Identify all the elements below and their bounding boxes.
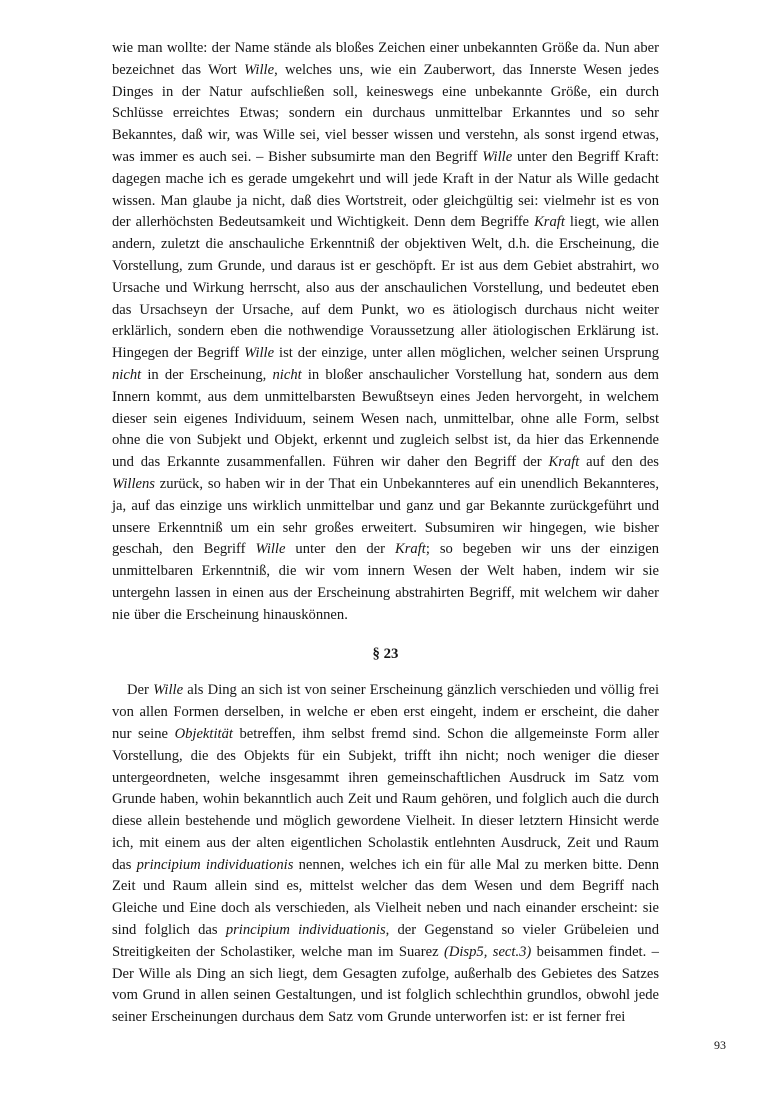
emphasized-text: principium individuationis xyxy=(225,922,386,939)
body-text: nennen, welches ich ein für alle Mal zu merken bitte. Denn Zeit und Raum allein sind es, mittelst welcher das dem Wesen und dem Begriff nach Gleiche und Eine doch als verschieden, als Vielheit neben und nach einander erscheint: sie sind folglich das xyxy=(112,856,659,939)
emphasized-text: nicht xyxy=(272,366,302,383)
emphasized-text: Kraft xyxy=(548,454,580,471)
body-text: in der Erscheinung, xyxy=(141,366,273,383)
body-text: wie man wollte: der Name stände als bloßes Zeichen einer unbekannten Größe da. Nun aber bezeichnet das Wort xyxy=(112,40,659,78)
body-text: zurück, so haben wir in der That ein Unbekannteres auf ein unendlich Bekannteres, ja, auf das einzige uns wirklich unmittelbar und ganz und gar Bekannte zurückgeführt und unsere Erkenntniß um ein sehr großes erweitert. Subsumiren wir hingegen, wie bisher geschah, den Begriff xyxy=(112,475,659,558)
body-text: ist der einzige, unter allen möglichen, welcher seinen Ursprung xyxy=(274,345,659,362)
emphasized-text: Wille xyxy=(244,345,275,362)
emphasized-text: Kraft xyxy=(394,541,426,558)
body-text: auf den des xyxy=(579,454,659,471)
emphasized-text: Wille xyxy=(482,148,513,165)
body-text: in bloßer anschaulicher Vorstellung hat, sondern aus dem Innern kommt, aus dem unmittelbarsten Bewußtseyn eines Jeden hervorgeht, in welchem dieser sein eigenes Individuum, seinem Wesen nach, unmittelbar, ohne alle Form, selbst ohne die von Subjekt und Objekt, erkennt und zugleich selbst ist, da hier das Erkennende und das Erkannte zusammenfallen. Führen wir daher den Begriff der xyxy=(112,366,659,471)
paragraph-continuation xyxy=(112,38,659,627)
emphasized-text: Willens xyxy=(112,475,155,492)
body-text: Der xyxy=(127,682,154,699)
emphasized-text: nicht xyxy=(112,366,142,383)
body-text: , welches uns, wie ein Zauberwort, das Innerste Wesen jedes Dinges in der Natur aufschließen soll, keineswegs eine unbekannte Größe, ein durch Schlüsse erreichtes Etwas; sondern ein durchaus unmittelbar Erkanntes und so sehr Bekanntes, daß wir, was Wille sei, viel besser wissen und verstehn, als sonst irgend etwas, was immer es auch sei. – Bisher subsumirte man den Begriff xyxy=(112,61,660,165)
emphasized-text: Wille xyxy=(255,541,286,558)
emphasized-text: Wille xyxy=(244,61,275,78)
emphasized-text: Kraft xyxy=(534,214,565,231)
body-text: unter den Begriff Kraft: dagegen mache ich es gerade umgekehrt und will jede Kraft in der Natur als Wille gedacht wissen. Man glaube ja nicht, daß dies Wortstreit, oder gleichgültig sei: vielmehr ist es von der allerhöchsten Bedeutsamkeit und Wichtigkeit. Denn dem Begriffe xyxy=(112,148,660,231)
body-text: liegt, wie allen andern, zuletzt die anschauliche Erkenntniß der objektiven Welt, d.h. die Erscheinung, die Vorstellung, zum Grunde, und daraus ist er geschöpft. Er ist aus dem Gebiet abstrahirt, wo Ursache und Wirkung herrscht, also aus der anschaulichen Vorstellung, und bedeutet eben das Ursachseyn der Ursache, auf dem Punkt, wo es ätiologisch durchaus nicht weiter erklärlich, sondern eben die nothwendige Voraussetzung aller ätiologischen Erklärung ist. Hingegen der Begriff xyxy=(112,214,659,362)
body-text: beisammen findet. – Der Wille als Ding an sich liegt, dem Gesagten zufolge, außerhalb des Gebietes des Satzes vom Grund in allen seinen Gestaltungen, und ist folglich schlechthin grundlos, obwohl jede seiner Erscheinungen durchaus dem Satz vom Grunde unterworfen ist: er ist ferner frei xyxy=(112,943,659,1026)
body-text: , der Gegenstand so vieler Grübeleien und Streitigkeiten der Scholastiker, welche man im Suarez xyxy=(112,922,659,960)
paragraph-section-23 xyxy=(112,680,659,1029)
emphasized-text: principium individuationis xyxy=(136,856,294,873)
page-number: 93 xyxy=(714,1038,726,1052)
body-text: betreffen, ihm selbst fremd sind. Schon die allgemeinste Form aller Vorstellung, die des Objekts für ein Subjekt, trifft ihn nicht; noch weniger die dieser untergeordneten, welche insgesammt ihren gemeinschaftlichen Ausdruck im Satz vom Grunde haben, wohin bekanntlich auch Zeit und Raum gehören, und folglich auch die durch diese allein bestehende und möglich gewordene Vielheit. In dieser letztern Hinsicht werde ich, mit einem aus der alten eigentlichen Scholastik entlehnten Ausdruck, Zeit und Raum das xyxy=(112,725,659,873)
body-text: unter den der xyxy=(285,541,395,558)
emphasized-text: Wille xyxy=(153,682,184,699)
section-heading: § 23 xyxy=(372,645,399,662)
emphasized-text: Objektität xyxy=(174,725,233,742)
body-text: als Ding an sich ist von seiner Erscheinung gänzlich verschieden und völlig frei von allen Formen derselben, in welche er eben erst eingeht, indem er erscheint, die daher nur seine xyxy=(112,682,660,742)
page-text-block xyxy=(112,38,659,1029)
body-text: ; so begeben wir uns der einzigen unmittelbaren Erkenntniß, die wir vom innern Wesen der Welt haben, indem wir sie untergehn lassen in einen aus der Erscheinung abstrahirten Begriff, mit welchem wir daher nie über die Erscheinung hinauskönnen. xyxy=(112,541,659,623)
emphasized-text: (Disp5, sect.3) xyxy=(443,943,532,960)
